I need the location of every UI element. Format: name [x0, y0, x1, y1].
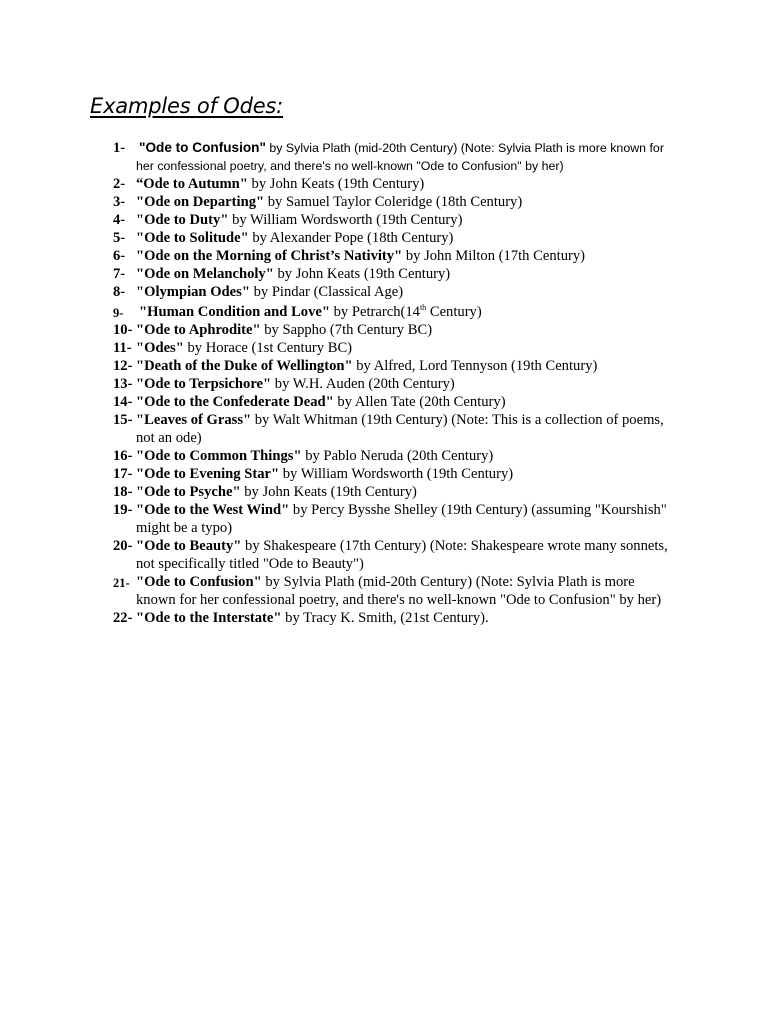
ode-details: by John Keats (19th Century): [273, 266, 451, 282]
ode-title: "Ode to the Confederate Dead": [136, 394, 334, 410]
list-item: [113, 247, 673, 265]
ode-title: "Ode to Beauty": [136, 538, 242, 554]
list-item-number: 12-: [113, 358, 133, 374]
list-item: [113, 465, 673, 483]
list-item-number: 17-: [113, 466, 133, 482]
list-item-number: 18-: [113, 484, 133, 500]
ode-title: "Ode to Confusion": [136, 574, 262, 590]
ode-title: "Death of the Duke of Wellington": [136, 358, 353, 374]
ode-title: "Odes": [136, 340, 184, 356]
ode-title: "Ode on Melancholy": [136, 266, 274, 282]
ode-details: by Sylvia Plath (mid-20th Century) (Note: Sylvia Plath is more known for her confessional poetry, and there's no well-known "Ode to Confusion" by her): [136, 574, 662, 608]
ode-details: by Sappho (7th Century BC): [260, 322, 433, 338]
list-item-number: 3-: [113, 194, 126, 210]
ode-details: by W.H. Auden (20th Century): [271, 376, 455, 392]
ode-title: "Ode to Duty": [136, 212, 229, 228]
ode-title: "Ode to Evening Star": [136, 466, 280, 482]
ode-details: by John Keats (19th Century): [247, 176, 425, 192]
ode-details: by Samuel Taylor Coleridge (18th Century): [264, 194, 523, 210]
list-item-number: 22-: [113, 610, 133, 626]
list-item-number: 15-: [113, 412, 133, 428]
list-item-number: 19-: [113, 502, 133, 518]
ode-details: by Petrarch(14: [329, 304, 420, 320]
ode-title: "Ode to Solitude": [136, 230, 249, 246]
ode-title: "Ode on Departing": [136, 194, 265, 210]
ode-title: "Leaves of Grass": [136, 412, 252, 428]
ode-details: by John Milton (17th Century): [402, 248, 586, 264]
list-item: [113, 301, 673, 321]
ode-title: "Ode to Terpsichore": [136, 376, 272, 392]
ode-details: by Walt Whitman (19th Century) (Note: This is a collection of poems, not an ode): [136, 412, 664, 446]
ode-title: "Ode to Confusion": [139, 140, 266, 155]
ode-details: by Horace (1st Century BC): [183, 340, 353, 356]
ode-details: by Allen Tate (20th Century): [333, 394, 506, 410]
list-item: [113, 573, 673, 609]
list-item-number: 16-: [113, 448, 133, 464]
list-item: [113, 375, 673, 393]
ode-details: by Shakespeare (17th Century) (Note: Shakespeare wrote many sonnets, not specifically titled "Ode to Beauty"): [136, 538, 668, 572]
list-item-number: 8-: [113, 284, 126, 300]
ode-title: "Ode to the West Wind": [136, 502, 290, 518]
ode-title: “Ode to Autumn": [136, 176, 248, 192]
list-item-number: 20-: [113, 538, 133, 554]
list-item-number: 6-: [113, 248, 126, 264]
list-item: [113, 283, 673, 301]
list-item: [113, 265, 673, 283]
list-item: [113, 357, 673, 375]
list-item-number: 9-: [113, 306, 124, 320]
ode-details-end: Century): [426, 304, 482, 320]
ode-details: by William Wordsworth (19th Century): [228, 212, 463, 228]
ode-details: by Tracy K. Smith, (21st Century).: [281, 610, 489, 626]
ode-title: "Ode to Aphrodite": [136, 322, 261, 338]
ode-title: "Ode to the Interstate": [136, 610, 282, 626]
ode-details: by Pindar (Classical Age): [249, 284, 404, 300]
list-item: [113, 537, 673, 573]
ode-title: "Olympian Odes": [136, 284, 250, 300]
list-item: [113, 193, 673, 211]
list-item-number: 21-: [113, 576, 130, 590]
list-item: [113, 411, 673, 447]
ode-details: by Sylvia Plath (mid-20th Century) (Note: Sylvia Plath is more known for her confessional poetry, and there's no well-known "Ode to Confusion" by her): [136, 141, 664, 173]
list-item: [113, 447, 673, 465]
ode-details: by William Wordsworth (19th Century): [279, 466, 514, 482]
page-title: Examples of Odes:: [90, 94, 284, 118]
list-item: [113, 393, 673, 411]
odes-list: [113, 138, 673, 627]
list-item-number: 13-: [113, 376, 133, 392]
list-item: [113, 229, 673, 247]
ode-details: by Percy Bysshe Shelley (19th Century) (assuming "Kourshish" might be a typo): [136, 502, 667, 536]
list-item-number: 1-: [113, 140, 126, 156]
list-item-number: 14-: [113, 394, 133, 410]
list-item: [113, 609, 673, 627]
list-item-number: 10-: [113, 322, 133, 338]
ode-details: by John Keats (19th Century): [240, 484, 417, 500]
list-item: [113, 483, 673, 501]
list-item-number: 4-: [113, 212, 126, 228]
ode-title: "Ode on the Morning of Christ’s Nativity": [136, 248, 403, 264]
ode-title: "Human Condition and Love": [139, 304, 330, 320]
ode-title: "Ode to Common Things": [136, 448, 302, 464]
list-item: [113, 321, 673, 339]
list-item-number: 5-: [113, 230, 126, 246]
ordinal-suffix: th: [419, 303, 427, 313]
ode-title: "Ode to Psyche": [136, 484, 241, 500]
list-item: [113, 211, 673, 229]
list-item-number: 7-: [113, 266, 126, 282]
list-item: [113, 501, 673, 537]
ode-details: by Pablo Neruda (20th Century): [301, 448, 494, 464]
list-item-number: 11-: [113, 340, 132, 356]
list-item: [113, 138, 673, 175]
list-item-number: 2-: [113, 176, 126, 192]
ode-details: by Alexander Pope (18th Century): [248, 230, 454, 246]
list-item: [113, 339, 673, 357]
ode-details: by Alfred, Lord Tennyson (19th Century): [352, 358, 598, 374]
list-item: [113, 175, 673, 193]
